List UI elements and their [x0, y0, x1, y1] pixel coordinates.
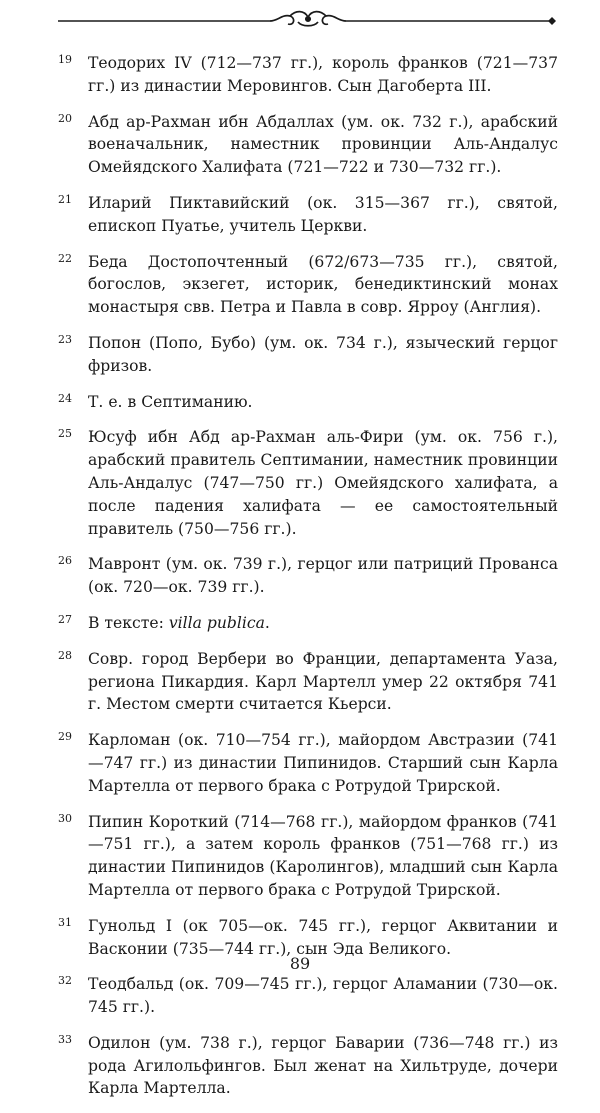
- footnote-text: Беда Достопочтенный (672/673—735 гг.), святой, богослов, экзегет, историк, бенедиктинский монах монастыря свв. Петра и Павла в совр. Ярроу (Англия).: [88, 252, 558, 317]
- flourish-ornament: [270, 12, 346, 26]
- footnote-text: Т. е. в Септиманию.: [88, 392, 253, 411]
- footnote-text: Пипин Короткий (714—768 гг.), майордом франков (741—751 гг.), а затем король франков (751—768 гг.) из династии Пипинидов (Каролингов), младший сын Карла Мартелла от первого брака с Ротрудой Трирской.: [88, 812, 558, 899]
- footnote-number: 25: [58, 427, 72, 441]
- footnote-text-italic: villa publica: [168, 613, 265, 632]
- footnote-text: Карломан (ок. 710—754 гг.), майордом Австразии (741—747 гг.) из династии Пипинидов. Старший сын Карла Мартелла от первого брака с Ротрудой Трирской.: [88, 731, 558, 795]
- footnote-22: [58, 251, 558, 319]
- footnote-number: 32: [58, 974, 72, 988]
- footnote-text-prefix: В тексте:: [88, 613, 169, 632]
- footnote-text: Теодорих IV (712—737 гг.), король франков (721—737 гг.) из династии Меровингов. Сын Дагоберта III.: [88, 54, 558, 95]
- footnote-text: Абд ар-Рахман ибн Абдаллах (ум. ок. 732 г.), арабский военачальник, наместник провинции Аль-Андалус Омейядского Халифата (721—722 и 730—732 гг.).: [88, 112, 558, 177]
- footnote-text: Совр. город Вербери во Франции, департамента Уаза, региона Пикардия. Карл Мартелл умер 22 октября 741 г. Местом смерти считается Кьерси.: [88, 649, 558, 714]
- footnote-28: [58, 648, 558, 716]
- footnote-text: Теодбальд (ок. 709—745 гг.), герцог Аламании (730—ок. 745 гг.).: [88, 975, 558, 1017]
- header-ornament: [58, 6, 558, 32]
- footnote-19: [58, 52, 558, 98]
- footnote-number: 30: [58, 811, 72, 825]
- footnote-33: [58, 1032, 558, 1100]
- footnote-24: [58, 391, 558, 414]
- footnote-30: [58, 811, 558, 902]
- footnote-text: Гунольд I (ок 705—ок. 745 гг.), герцог Аквитании и Васконии (735—744 гг.), сын Эда Великого.: [88, 916, 558, 958]
- footnote-text: Юсуф ибн Абд ар-Рахман аль-Фири (ум. ок. 756 г.), арабский правитель Септимании, наместник провинции Аль-Андалус (747—750 гг.) Омейядского халифата, а после падения халифата — ее самостоятельный правитель (750—756 гг.).: [88, 428, 558, 538]
- footnote-number: 28: [58, 648, 72, 662]
- footnote-32: [58, 973, 558, 1019]
- footnote-number: 21: [58, 192, 72, 206]
- footnote-number: 31: [58, 915, 72, 929]
- footnote-number: 27: [58, 612, 72, 626]
- footnote-number: 22: [58, 251, 72, 265]
- page-number: 89: [289, 954, 311, 973]
- footnote-23: [58, 332, 558, 378]
- footnote-text: [88, 612, 558, 635]
- footnote-number: 29: [58, 730, 72, 744]
- header-diamond: [548, 17, 556, 25]
- footnote-number: 33: [58, 1032, 72, 1046]
- footnote-number: 23: [58, 332, 72, 346]
- footnote-number: 19: [58, 53, 72, 66]
- footnote-29: [58, 729, 558, 797]
- footnote-27: [58, 612, 558, 635]
- footnote-26: [58, 553, 558, 599]
- footnote-25: [58, 426, 558, 540]
- footnote-text: Иларий Пиктавийский (ок. 315—367 гг.), святой, епископ Пуатье, учитель Церкви.: [88, 193, 558, 235]
- footnote-20: [58, 111, 558, 179]
- footnote-text-suffix: .: [264, 613, 270, 632]
- footnote-number: 24: [58, 391, 72, 405]
- footnote-text: Одилон (ум. 738 г.), герцог Баварии (736—748 гг.) из рода Агилольфингов. Был женат на Хильтруде, дочери Карла Мартелла.: [88, 1033, 558, 1098]
- footnote-text: Мавронт (ум. ок. 739 г.), герцог или патриций Прованса (ок. 720—ок. 739 гг.).: [88, 555, 558, 597]
- footnote-text: Попон (Попо, Бубо) (ум. ок. 734 г.), языческий герцог фризов.: [88, 333, 558, 375]
- footnote-number: 20: [58, 111, 72, 125]
- footnote-number: 26: [58, 554, 72, 568]
- footnote-21: [58, 192, 558, 238]
